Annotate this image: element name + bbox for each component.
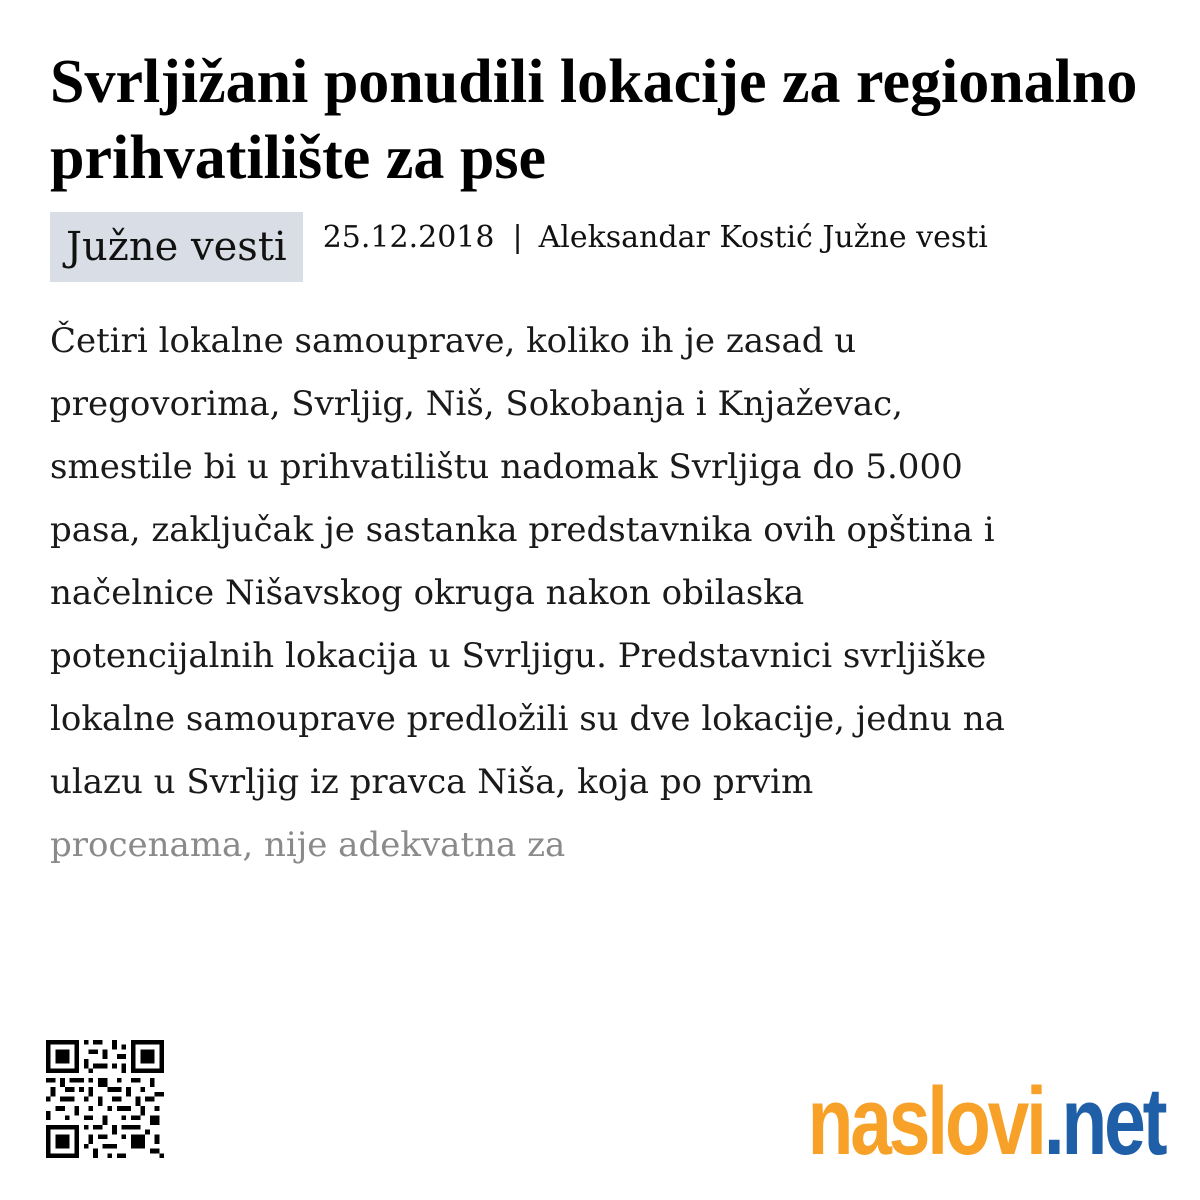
source-badge[interactable]: Južne vesti bbox=[50, 212, 303, 282]
body-line-faded: procenama, nije adekvatna za bbox=[50, 825, 566, 865]
body-line: pasa, zaključak je sastanka predstavnika ovih opština i bbox=[50, 510, 995, 550]
article-date: 25.12.2018 bbox=[322, 219, 495, 255]
article-author: Aleksandar Kostić Južne vesti bbox=[538, 219, 988, 255]
qr-code-icon[interactable] bbox=[46, 1040, 164, 1158]
logo-text-naslovi: naslovi bbox=[807, 1068, 1044, 1175]
article-body bbox=[50, 310, 1160, 877]
body-line: potencijalnih lokacija u Svrljigu. Predstavnici svrljiške bbox=[50, 636, 987, 676]
body-line: Četiri lokalne samouprave, koliko ih je zasad u bbox=[50, 321, 857, 361]
meta-separator: | bbox=[512, 219, 523, 255]
body-line: lokalne samouprave predložili su dve lokacije, jednu na bbox=[50, 699, 1005, 739]
body-line: pregovorima, Svrljig, Niš, Sokobanja i Knjaževac, bbox=[50, 384, 903, 424]
meta-info bbox=[323, 220, 988, 255]
naslovi-net-logo[interactable] bbox=[807, 1060, 1164, 1175]
article-meta bbox=[50, 212, 988, 282]
article-title: Svrljižani ponudili lokacije za regionalno prihvatilište za pse bbox=[50, 48, 1138, 192]
body-line: smestile bi u prihvatilištu nadomak Svrljiga do 5.000 bbox=[50, 447, 963, 487]
body-line: ulazu u Svrljig iz pravca Niša, koja po prvim bbox=[50, 762, 814, 802]
logo-text-net: .net bbox=[1043, 1068, 1164, 1175]
body-line: načelnice Nišavskog okruga nakon obilaska bbox=[50, 573, 805, 613]
